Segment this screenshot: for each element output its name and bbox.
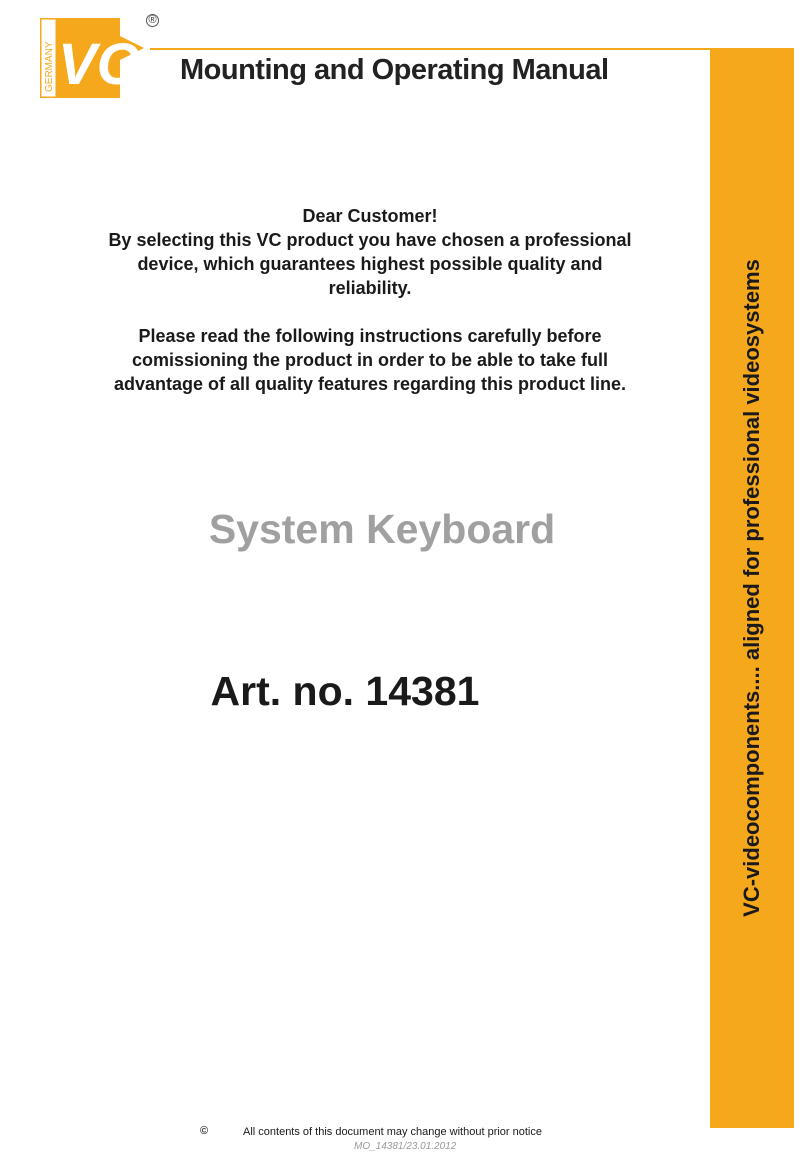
article-number: Art. no. 14381 [210,668,480,714]
registered-mark: ® [146,14,159,27]
intro-text [50,204,690,396]
copyright-icon: © [200,1125,209,1137]
intro-line-2: device, which guarantees highest possible quality and [137,254,603,274]
intro-line-4: Please read the following instructions carefully before [138,326,602,346]
header-rule [150,48,710,50]
intro-line-1: By selecting this VC product you have chosen a professional [108,230,632,250]
manual-title: Mounting and Operating Manual [180,54,609,86]
intro-line-3: reliability. [328,278,412,298]
sidebar-slogan: VC-videocomponents.... aligned for professional videosystems [739,259,764,917]
vc-germany-logo [40,18,158,98]
greeting: Dear Customer! [302,206,438,226]
intro-line-5: comissioning the product in order to be able to take full [131,350,609,370]
footer-notice: All contents of this document may change without prior notice [243,1126,542,1138]
logo-country-text: GERMANY [44,41,55,92]
product-title: System Keyboard [208,506,556,552]
document-id: MO_14381/23.01.2012 [354,1141,457,1152]
logo-letters: VC [58,32,139,97]
intro-line-6: advantage of all quality features regarding this product line. [113,374,627,394]
paragraph-gap [50,300,690,324]
